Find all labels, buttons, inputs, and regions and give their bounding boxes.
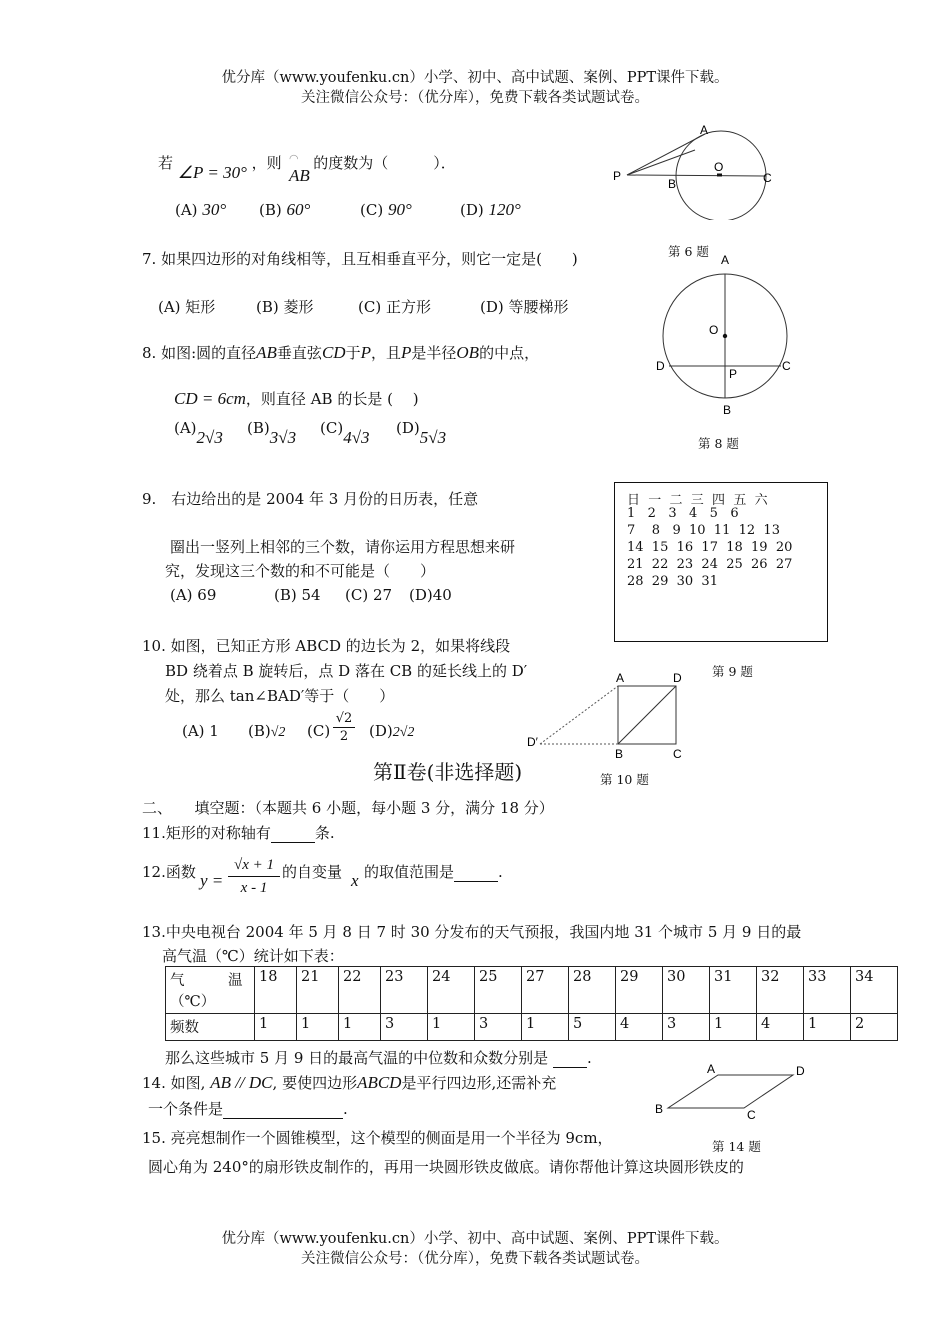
q8-point-d: D	[656, 359, 665, 373]
q14-figure	[650, 1060, 810, 1130]
q13-line-2: 高气温（℃）统计如下表：	[162, 947, 344, 965]
calendar-row: 14 15 16 17 18 19 20	[627, 540, 793, 555]
temperature-table	[165, 966, 898, 1041]
q12-suffix: 的取值范围是 .	[364, 863, 503, 881]
footer-line-1: 优分库（www.youfenku.cn）小学、初中、高中试题、案例、PPT课件下载。	[221, 1231, 729, 1247]
q8-stem: 8. 如图:圆的直径AB垂直弦CD于P，且P是半径OB的中点，	[142, 343, 540, 362]
q14-stem: 14. 如图, AB // DC, 要使四边形ABCD是平行四边形,还需补充	[142, 1073, 557, 1092]
q10-line-2: BD 绕着点 B 旋转后，点 D 落在 CB 的延长线上的 D′	[165, 662, 528, 680]
q10-figure	[522, 666, 702, 766]
q9-line-2: 圈出一竖列上相邻的三个数，请你运用方程思想来研	[170, 538, 516, 556]
q8-option-d: (D)5√3	[396, 419, 447, 447]
q6-point-b: B	[668, 177, 677, 191]
q10-option-a: (A) 1	[182, 722, 219, 740]
q9-line-1: 9. 右边给出的是 2004 年 3 月份的日历表，任意	[142, 490, 479, 508]
q9-option-d: (D)40	[409, 586, 452, 604]
q14-line-2: 一个条件是 .	[148, 1100, 348, 1118]
q11-answer-blank[interactable]	[271, 824, 315, 843]
table-cell: 31	[710, 967, 757, 1014]
table-cell: 3	[475, 1014, 522, 1041]
q12-var: x	[351, 871, 359, 890]
q6-option-b: (B) 60°	[259, 200, 311, 219]
q8-figure	[645, 250, 805, 420]
q8-caption: 第 8 题	[698, 436, 739, 451]
q8-point-c: C	[782, 359, 791, 373]
q10-option-b: (B)√2	[248, 722, 286, 740]
q8-option-b: (B)3√3	[247, 419, 297, 447]
q6-arc: ◠ AB	[289, 153, 310, 185]
q8-point-p: P	[729, 367, 738, 381]
table-cell: 21	[297, 967, 339, 1014]
calendar-row: 21 22 23 24 25 26 27	[627, 557, 793, 572]
q9-option-c: (C) 27	[345, 586, 393, 604]
table-cell: 1	[428, 1014, 475, 1041]
table-cell: 3	[663, 1014, 710, 1041]
table-cell: 33	[804, 967, 851, 1014]
q6-figure	[600, 120, 800, 220]
q8-point-o: O	[709, 323, 719, 337]
table-cell: 1	[297, 1014, 339, 1041]
q8-point-b: B	[723, 403, 732, 417]
table-cell: 5	[569, 1014, 616, 1041]
table-cell: 23	[381, 967, 428, 1014]
part2-title: 第Ⅱ卷(非选择题)	[373, 760, 523, 784]
table-cell: 4	[616, 1014, 663, 1041]
table-cell: 34	[851, 967, 898, 1014]
q14-point-d: D	[796, 1064, 805, 1078]
table-cell: 1	[255, 1014, 297, 1041]
q6-option-a: (A) 30°	[175, 200, 227, 219]
table-header-freq: 频数	[166, 1014, 255, 1041]
q11: 11.矩形的对称轴有 条.	[142, 824, 335, 842]
table-cell: 32	[757, 967, 804, 1014]
header-line-1: 优分库（www.youfenku.cn）小学、初中、高中试题、案例、PPT课件下载。	[221, 70, 729, 86]
table-cell: 1	[522, 1014, 569, 1041]
q6-condition: ∠P = 30°	[177, 163, 247, 182]
q15-line-2: 圆心角为 240°的扇形铁皮制作的，再用一块圆形铁皮做底。请你帮他计算这块圆形铁皮的	[148, 1158, 744, 1176]
q10-point-dprime: D′	[527, 735, 538, 749]
table-cell: 1	[804, 1014, 851, 1041]
table-cell: 1	[710, 1014, 757, 1041]
q6-point-o: O	[714, 160, 724, 174]
q10-point-a: A	[616, 671, 625, 685]
q6-point-a: A	[700, 123, 709, 137]
q13-answer-blank[interactable]	[553, 1049, 587, 1068]
q10-caption: 第 10 题	[600, 772, 649, 787]
q15-line-1: 15. 亮亮想制作一个圆锥模型，这个模型的侧面是用一个半径为 9cm，	[142, 1129, 613, 1147]
q6-caption: 第 6 题	[668, 244, 709, 259]
table-cell: 4	[757, 1014, 804, 1041]
calendar-row: 7 8 9 10 11 12 13	[627, 523, 780, 538]
q9-caption: 第 9 题	[712, 664, 753, 679]
table-cell: 27	[522, 967, 569, 1014]
q8-condition: CD = 6cm，则直径 AB 的长是 ( )	[174, 389, 419, 408]
table-cell: 28	[569, 967, 616, 1014]
section2-heading: 二、 填空题：（本题共 6 小题，每小题 3 分，满分 18 分）	[142, 799, 554, 817]
q7-option-a: (A) 矩形	[158, 298, 216, 316]
table-row	[166, 1014, 898, 1041]
table-cell: 30	[663, 967, 710, 1014]
calendar-row: 28 29 30 31	[627, 574, 718, 589]
calendar-row: 1 2 3 4 5 6	[627, 506, 739, 521]
table-row	[166, 967, 898, 1014]
q8-point-a: A	[721, 253, 730, 267]
q12-fraction: √x + 1 x - 1	[228, 854, 280, 899]
q7-option-d: (D) 等腰梯形	[480, 298, 569, 316]
table-cell: 29	[616, 967, 663, 1014]
q9-line-3: 究，发现这三个数的和不可能是（ ）	[165, 562, 436, 580]
q6-stem: 若 ∠P = 30° ，则 的度数为（ ）．	[158, 154, 456, 182]
table-header-temp: 气 温 （℃）	[166, 967, 255, 1014]
q10-option-c-fraction: √2 2	[333, 710, 355, 745]
table-cell: 22	[339, 967, 381, 1014]
q10-line-1: 10. 如图，已知正方形 ABCD 的边长为 2，如果将线段	[142, 637, 511, 655]
q14-point-c: C	[747, 1108, 756, 1122]
q7-stem: 7. 如果四边形的对角线相等，且互相垂直平分，则它一定是( )	[142, 250, 578, 268]
q10-option-d: (D)2√2	[369, 722, 415, 740]
q6-option-c: (C) 90°	[360, 200, 412, 219]
q12-prefix: 12.函数	[142, 863, 196, 881]
q9-option-a: (A) 69	[170, 586, 217, 604]
q8-option-c: (C)4√3	[320, 419, 370, 447]
table-cell: 25	[475, 967, 522, 1014]
table-cell: 1	[339, 1014, 381, 1041]
q7-option-b: (B) 菱形	[256, 298, 314, 316]
q13-after: 那么这些城市 5 月 9 日的最高气温的中位数和众数分别是 .	[165, 1049, 592, 1067]
q14-caption: 第 14 题	[712, 1139, 761, 1154]
calendar-weekdays: 日 一 二 三 四 五 六	[627, 493, 768, 508]
q7-option-c: (C) 正方形	[358, 298, 431, 316]
footer-line-2: 关注微信公众号：（优分库），免费下载各类试题试卷。	[301, 1251, 649, 1267]
table-cell: 3	[381, 1014, 428, 1041]
table-cell: 24	[428, 967, 475, 1014]
q10-line-3: 处，那么 tan∠BAD′等于（ ）	[165, 687, 395, 705]
q12-lhs: y =	[200, 871, 224, 890]
table-cell: 2	[851, 1014, 898, 1041]
q9-calendar	[614, 482, 828, 642]
q14-point-a: A	[707, 1062, 716, 1076]
table-cell: 18	[255, 967, 297, 1014]
q12-answer-blank[interactable]	[454, 863, 498, 882]
header-line-2: 关注微信公众号：（优分库），免费下载各类试题试卷。	[301, 90, 649, 106]
q6-point-c: C	[763, 171, 772, 185]
q9-option-b: (B) 54	[274, 586, 321, 604]
q10-point-d: D	[673, 671, 682, 685]
q10-point-c: C	[673, 747, 682, 761]
q12-mid: 的自变量	[282, 863, 343, 881]
q14-answer-blank[interactable]	[223, 1100, 343, 1119]
q14-point-b: B	[655, 1102, 664, 1116]
q8-option-a: (A)2√3	[174, 419, 223, 447]
q6-option-d: (D) 120°	[460, 200, 521, 219]
q6-point-p: P	[613, 169, 622, 183]
q10-point-b: B	[615, 747, 624, 761]
q10-option-c: (C)	[307, 722, 331, 740]
q13-line-1: 13.中央电视台 2004 年 5 月 8 日 7 时 30 分发布的天气预报，我国内地 31 个城市 5 月 9 日的最	[142, 923, 802, 941]
